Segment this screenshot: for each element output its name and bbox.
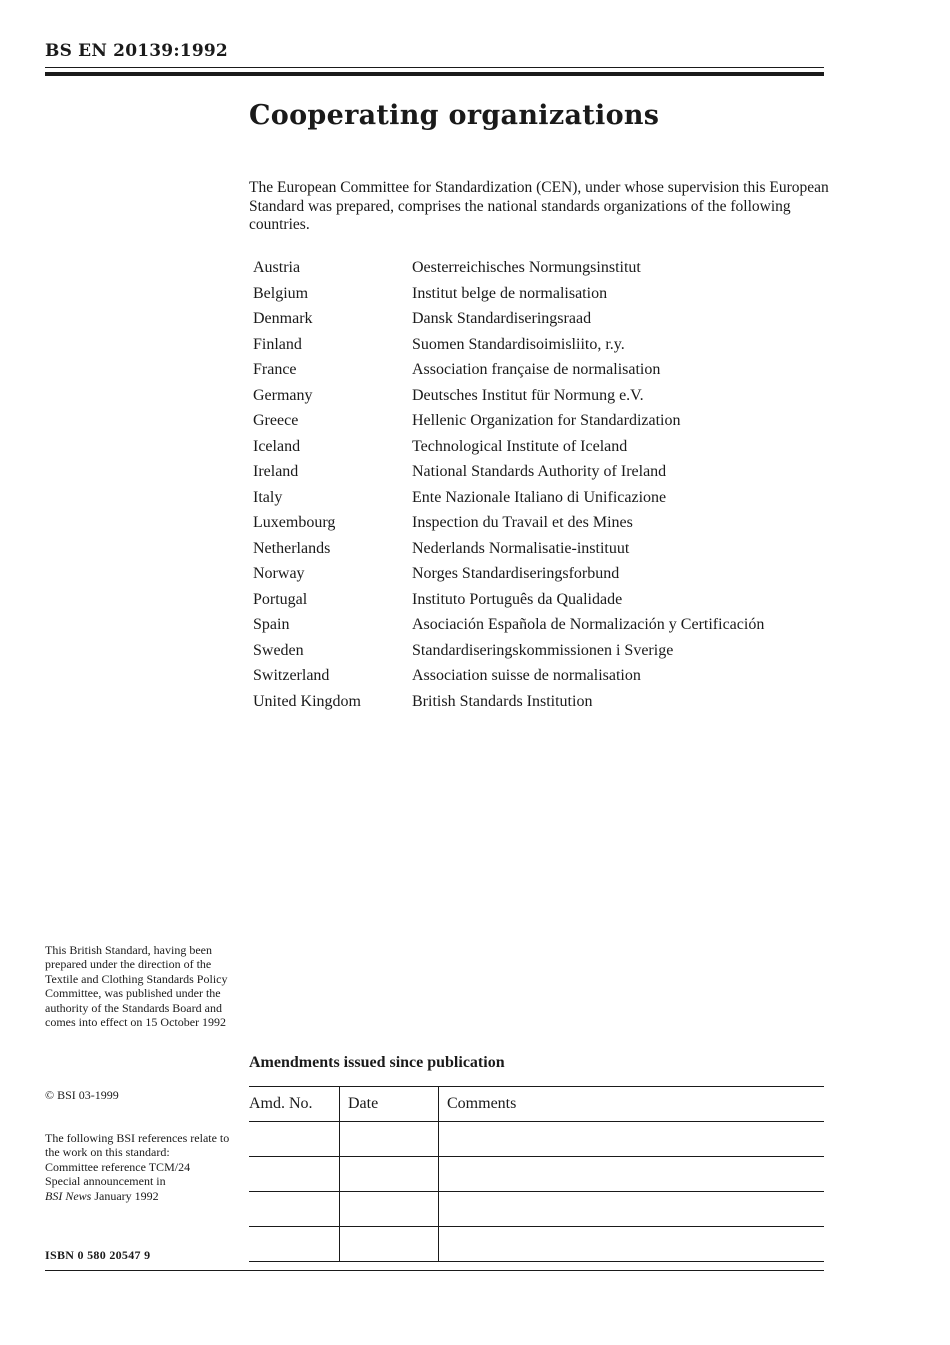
column-header-comments: Comments xyxy=(439,1087,825,1122)
member-country: Portugal xyxy=(253,590,308,608)
header-rule-thick xyxy=(45,72,824,76)
member-country: Italy xyxy=(253,488,283,506)
date-cell xyxy=(340,1157,439,1192)
member-row xyxy=(253,590,833,616)
bsi-references-note xyxy=(45,1131,230,1203)
member-country: Greece xyxy=(253,412,299,429)
member-country: Switzerland xyxy=(253,667,330,684)
member-country: United Kingdom xyxy=(253,692,361,710)
member-row xyxy=(253,360,833,386)
bsi-news-date: January 1992 xyxy=(91,1188,159,1203)
bsi-news-line xyxy=(45,1189,230,1203)
member-country: Belgium xyxy=(253,284,309,302)
member-row xyxy=(253,258,833,284)
amendment-row xyxy=(249,1157,824,1192)
member-row xyxy=(253,284,833,310)
member-organization: Standardiseringskommissionen i Sverige xyxy=(412,641,674,659)
amendment-row xyxy=(249,1227,824,1262)
comments-cell xyxy=(439,1122,825,1157)
member-row xyxy=(253,513,833,539)
member-row xyxy=(253,564,833,590)
member-country: Germany xyxy=(253,386,313,404)
member-row xyxy=(253,692,833,718)
member-country: Netherlands xyxy=(253,539,331,557)
date-cell xyxy=(340,1122,439,1157)
header-rule-thin xyxy=(45,67,824,68)
column-header-amd-no: Amd. No. xyxy=(249,1087,340,1122)
amd-no-cell xyxy=(249,1122,340,1157)
page-title: Cooperating organizations xyxy=(249,100,660,131)
member-organization: Association suisse de normalisation xyxy=(412,667,641,684)
member-list xyxy=(253,258,833,717)
member-row xyxy=(253,411,833,437)
date-cell xyxy=(340,1192,439,1227)
member-country: Ireland xyxy=(253,463,299,480)
member-row xyxy=(253,488,833,514)
member-row xyxy=(253,437,833,463)
publication-note: This British Standard, having been prepared under the direction of the Textile and Clothing Standards Policy Committee, was published under the authority of the Standards Board and comes into effect on 15 October 1992 xyxy=(45,943,228,1030)
amendments-heading: Amendments issued since publication xyxy=(249,1054,505,1071)
member-organization: Dansk Standardiseringsraad xyxy=(412,310,592,327)
member-country: Norway xyxy=(253,565,305,582)
member-organization: Asociación Española de Normalización y Certificación xyxy=(412,616,765,633)
member-row xyxy=(253,386,833,412)
column-header-date: Date xyxy=(340,1087,439,1122)
amd-no-cell xyxy=(249,1157,340,1192)
date-cell xyxy=(340,1227,439,1262)
member-row xyxy=(253,462,833,488)
member-organization: Ente Nazionale Italiano di Unificazione xyxy=(412,488,667,506)
amd-no-cell xyxy=(249,1227,340,1262)
references-intro: The following BSI references relate to the work on this standard: xyxy=(45,1131,230,1160)
amendment-row xyxy=(249,1122,824,1157)
member-organization: Instituto Português da Qualidade xyxy=(412,590,623,608)
member-row xyxy=(253,666,833,692)
member-organization: Norges Standardiseringsforbund xyxy=(412,565,620,582)
member-organization: Oesterreichisches Normungsinstitut xyxy=(412,259,641,276)
intro-paragraph: The European Committee for Standardization (CEN), under whose supervision this European Standard was prepared, comprises the national standards organizations of the following countries. xyxy=(249,179,829,233)
member-country: Iceland xyxy=(253,437,301,455)
document-id: BS EN 20139:1992 xyxy=(45,41,228,61)
amendments-header-row xyxy=(249,1087,824,1122)
comments-cell xyxy=(439,1157,825,1192)
amendment-row xyxy=(249,1192,824,1227)
member-row xyxy=(253,641,833,667)
amendments-table xyxy=(249,1086,824,1262)
member-organization: Deutsches Institut für Normung e.V. xyxy=(412,386,644,404)
member-row xyxy=(253,539,833,565)
footer-rule xyxy=(45,1270,824,1271)
copyright-note: © BSI 03-1999 xyxy=(45,1088,119,1102)
member-country: Finland xyxy=(253,335,302,353)
committee-reference: Committee reference TCM/24 xyxy=(45,1159,191,1174)
bsi-news-title: BSI News xyxy=(45,1188,92,1203)
member-country: Spain xyxy=(253,616,290,633)
special-announcement: Special announcement in xyxy=(45,1174,166,1189)
member-organization: National Standards Authority of Ireland xyxy=(412,463,667,480)
isbn: ISBN 0 580 20547 9 xyxy=(45,1248,151,1262)
member-organization: Nederlands Normalisatie-instituut xyxy=(412,539,630,557)
member-country: Denmark xyxy=(253,310,313,327)
member-organization: Technological Institute of Iceland xyxy=(412,437,628,455)
member-organization: Institut belge de normalisation xyxy=(412,284,608,302)
comments-cell xyxy=(439,1192,825,1227)
member-country: Austria xyxy=(253,259,301,276)
member-organization: Suomen Standardisoimisliito, r.y. xyxy=(412,335,625,353)
member-row xyxy=(253,309,833,335)
member-organization: Hellenic Organization for Standardization xyxy=(412,412,681,429)
member-country: Sweden xyxy=(253,641,304,659)
member-row xyxy=(253,335,833,361)
member-organization: British Standards Institution xyxy=(412,692,593,710)
comments-cell xyxy=(439,1227,825,1262)
member-country: France xyxy=(253,361,297,378)
member-organization: Inspection du Travail et des Mines xyxy=(412,514,633,531)
amd-no-cell xyxy=(249,1192,340,1227)
member-row xyxy=(253,615,833,641)
member-organization: Association française de normalisation xyxy=(412,361,661,378)
member-country: Luxembourg xyxy=(253,514,336,531)
